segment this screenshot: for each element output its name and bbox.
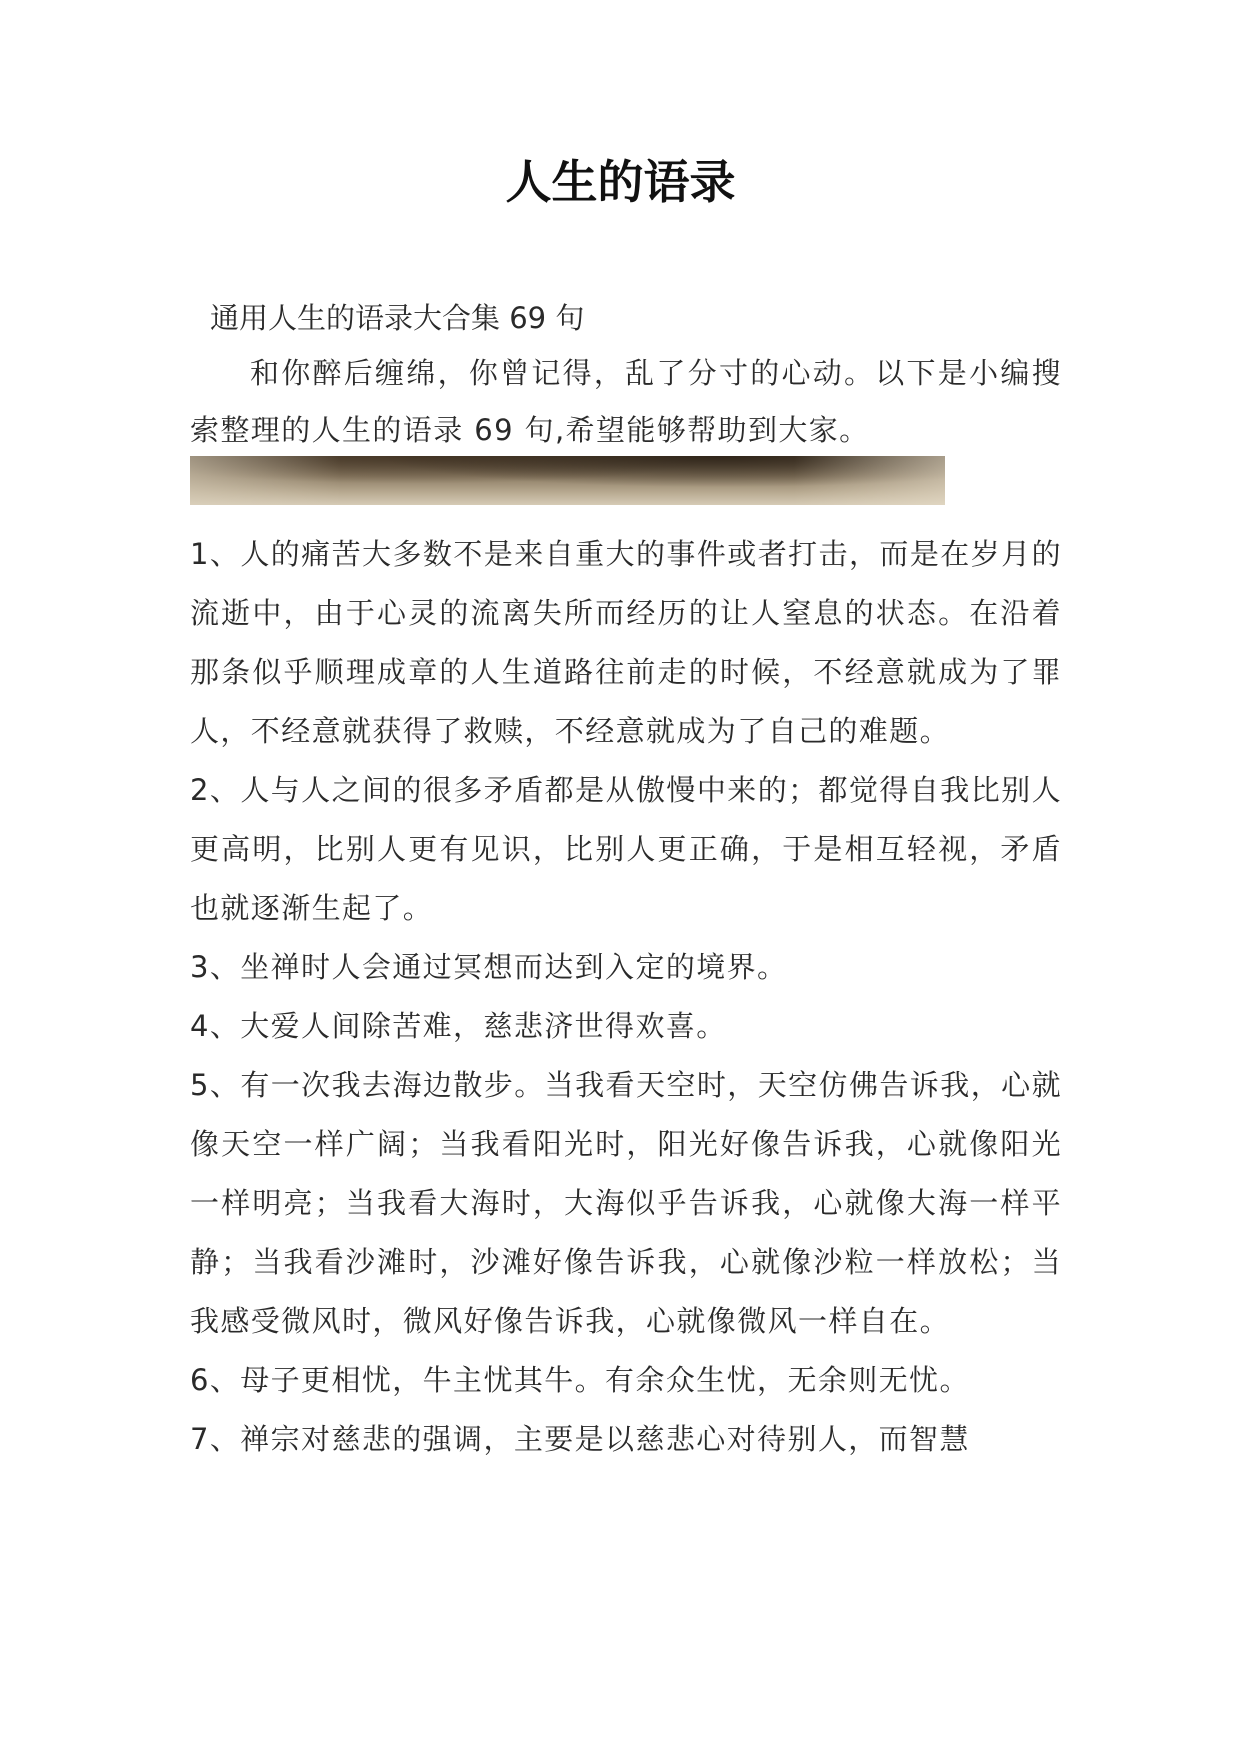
list-item: 3、坐禅时人会通过冥想而达到入定的境界。 bbox=[190, 950, 788, 984]
page-title: 人生的语录 bbox=[505, 155, 736, 209]
banner-image bbox=[190, 456, 945, 505]
list-item: 2、人与人之间的很多矛盾都是从傲慢中来的；都觉得自我比别人更高明，比别人更有见识，比别人更正确，于是相互轻视，矛盾也就逐渐生起了。 bbox=[190, 773, 1062, 925]
document-subtitle: 通用人生的语录大合集 69 句 bbox=[210, 301, 585, 335]
intro-paragraph: 和你醉后缠绵，你曾记得，乱了分寸的心动。以下是小编搜索整理的人生的语录 69 句,希望能够帮助到大家。 bbox=[190, 356, 1062, 447]
list-item: 4、大爱人间除苦难，慈悲济世得欢喜。 bbox=[190, 1009, 727, 1043]
list-item: 7、禅宗对慈悲的强调，主要是以慈悲心对待别人，而智慧 bbox=[190, 1422, 970, 1456]
list-item: 5、有一次我去海边散步。当我看天空时，天空仿佛告诉我，心就像天空一样广阔；当我看阳光时，阳光好像告诉我，心就像阳光一样明亮；当我看大海时，大海似乎告诉我，心就像大海一样平静；当我看沙滩时，沙滩好像告诉我，心就像沙粒一样放松；当我感受微风时，微风好像告诉我，心就像微风一样自在。 bbox=[190, 1068, 1062, 1338]
quote-list bbox=[190, 525, 1062, 1469]
list-item: 1、人的痛苦大多数不是来自重大的事件或者打击，而是在岁月的流逝中，由于心灵的流离失所而经历的让人窒息的状态。在沿着那条似乎顺理成章的人生道路往前走的时候，不经意就成为了罪人，不经意就获得了救赎，不经意就成为了自己的难题。 bbox=[190, 537, 1062, 748]
list-item: 6、母子更相忧，牛主忧其牛。有余众生忧，无余则无忧。 bbox=[190, 1363, 970, 1397]
